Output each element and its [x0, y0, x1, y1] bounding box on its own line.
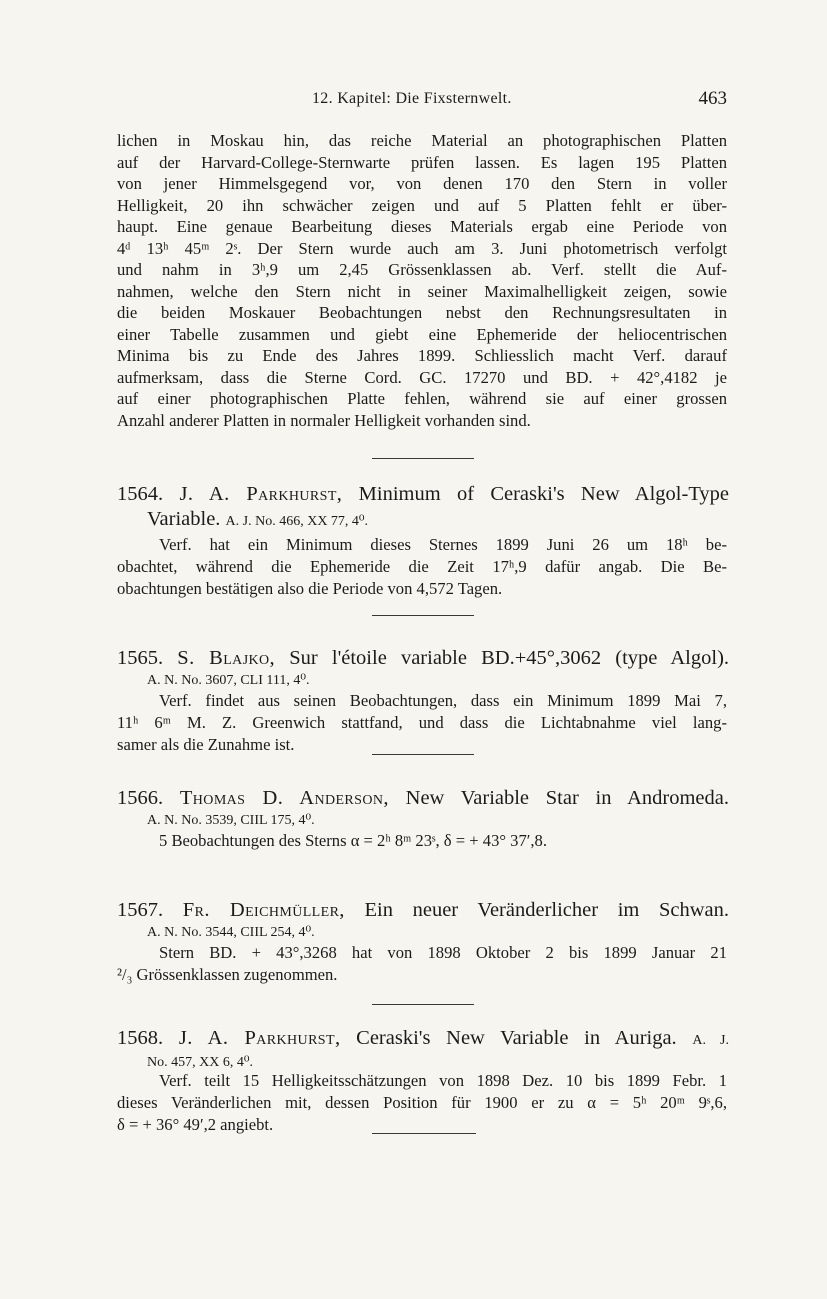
- section-divider: [372, 458, 474, 459]
- text-line: obachtet, während die Ephemeride die Zeit 17ʰ,9 dafür angab. Die Be-: [117, 557, 727, 576]
- section-divider: [372, 1133, 476, 1134]
- entry-author: Fr. Deichmüller,: [182, 899, 345, 921]
- entry-heading-line: [117, 898, 729, 923]
- entry-title: Ceraski's New Variable in Auriga.: [356, 1027, 677, 1049]
- entry-heading-line: [117, 1026, 729, 1053]
- entry-number: 1568.: [117, 1027, 164, 1049]
- text-line: Helligkeit, 20 ihn schwächer zeigen und auf 5 Platten fehlt er über-: [117, 195, 727, 215]
- page-header: [117, 88, 727, 114]
- text-line: nahmen, welche den Stern nicht in seiner Maximalhelligkeit zeigen, sowie: [117, 281, 727, 301]
- running-title: 12. Kapitel: Die Fixsternwelt.: [312, 90, 512, 107]
- entry-heading-line: [117, 507, 729, 534]
- entry-1567-body: [117, 942, 727, 986]
- text-line: 5 Beobachtungen des Sterns α = 2ʰ 8ᵐ 23ˢ, δ = + 43° 37′,8.: [159, 831, 547, 850]
- text-line: die beiden Moskauer Beobachtungen nebst den Rechnungsresultaten in: [117, 303, 727, 322]
- entry-author: Thomas D. Anderson,: [179, 787, 389, 809]
- text-line: obachtungen bestätigen also die Periode von 4,572 Tagen.: [117, 579, 503, 598]
- entry-source: No. 457, XX 6, 4⁰.: [147, 1055, 253, 1070]
- text-line: auf einer photographischen Platte fehlen, während sie auf einer grossen: [117, 389, 727, 408]
- entry-author: J. A. Parkhurst,: [178, 1027, 341, 1049]
- entry-title-cont: Variable.: [147, 508, 221, 530]
- entry-1565-body: [117, 690, 727, 756]
- entry-1568-body: [117, 1070, 727, 1136]
- text-line: auf der Harvard-College-Sternwarte prüfen lassen. Es lagen 195 Platten: [117, 152, 727, 172]
- text-line: Anzahl anderer Platten in normaler Helligkeit vorhanden sind.: [117, 410, 531, 430]
- entry-source: A. J. No. 466, XX 77, 4⁰.: [225, 514, 369, 529]
- entry-author: J. A. Parkhurst,: [179, 483, 343, 505]
- page-number: 463: [698, 88, 727, 109]
- entry-1564-body: [117, 534, 727, 600]
- entry-author: S. Blajko,: [177, 647, 276, 669]
- entry-title: Minimum of Ceraski's New Algol-Type: [358, 483, 730, 505]
- continuation-paragraph: [117, 130, 727, 431]
- text-line: Verf. hat ein Minimum dieses Sternes 1899 Juni 26 um 18ʰ be-: [159, 535, 727, 554]
- text-line: von jener Himmelsgegend vor, von denen 170 den Stern in voller: [117, 174, 727, 193]
- text-line: haupt. Eine genaue Bearbeitung dieses Materials ergab eine Periode von: [117, 217, 727, 236]
- text-line: Verf. findet aus seinen Beobachtungen, dass ein Minimum 1899 Mai 7,: [159, 691, 727, 710]
- entry-title: Ein neuer Veränderlicher im Schwan.: [364, 899, 730, 921]
- section-divider: [372, 615, 474, 616]
- text-line: aufmerksam, dass die Sterne Cord. GC. 17270 und BD. + 42°,4182 je: [117, 367, 727, 387]
- text-line: einer Tabelle zusammen und giebt eine Ephemeride der heliocentrischen: [117, 324, 727, 344]
- text-line: samer als die Zunahme ist.: [117, 735, 295, 754]
- text-line: 4ᵈ 13ʰ 45ᵐ 2ˢ. Der Stern wurde auch am 3. Juni photometrisch verfolgt: [117, 238, 727, 258]
- text-line: 11ʰ 6ᵐ M. Z. Greenwich stattfand, und dass die Lichtabnahme viel lang-: [117, 713, 727, 732]
- text-line: und nahm in 3ʰ,9 um 2,45 Grössenklassen ab. Verf. stellt die Auf-: [117, 260, 727, 279]
- text-line: dieses Veränderlichen mit, dessen Position für 1900 er zu α = 5ʰ 20ᵐ 9ˢ,6,: [117, 1093, 727, 1112]
- entry-heading-line: [117, 646, 729, 671]
- entry-source: A. N. No. 3607, CLI 111, 4⁰.: [147, 673, 310, 688]
- entry-1567-heading: [117, 898, 729, 943]
- entry-number: 1566.: [117, 787, 164, 809]
- entry-1566-body: [117, 830, 727, 852]
- entry-1565-heading: [117, 646, 729, 691]
- section-divider: [372, 1004, 474, 1005]
- entry-heading-line: [117, 786, 729, 811]
- entry-number: 1564.: [117, 483, 164, 505]
- entry-source: A. N. No. 3539, CIIL 175, 4⁰.: [147, 813, 315, 828]
- entry-source-inline: A. J.: [692, 1033, 729, 1048]
- entry-title: Sur l'étoile variable BD.+45°,3062 (type Algol).: [289, 647, 730, 669]
- entry-source: A. N. No. 3544, CIIL 254, 4⁰.: [147, 925, 315, 940]
- entry-1568-heading: [117, 1026, 729, 1073]
- text-line: Verf. teilt 15 Helligkeitsschätzungen von 1898 Dez. 10 bis 1899 Febr. 1: [159, 1071, 727, 1090]
- text-line: Minima bis zu Ende des Jahres 1899. Schliesslich macht Verf. darauf: [117, 346, 727, 365]
- text-line: Stern BD. + 43°,3268 hat von 1898 Oktober 2 bis 1899 Januar 21: [159, 943, 727, 962]
- text-line: lichen in Moskau hin, das reiche Material an photographischen Platten: [117, 131, 727, 150]
- text-line: ²/₃ Grössenklassen zugenommen.: [117, 965, 338, 984]
- entry-number: 1565.: [117, 647, 164, 669]
- text-line: δ = + 36° 49′,2 angiebt.: [117, 1115, 274, 1134]
- entry-1564-heading: [117, 482, 729, 534]
- section-divider: [372, 754, 474, 755]
- entry-number: 1567.: [117, 899, 164, 921]
- entry-title: New Variable Star in Andromeda.: [405, 787, 730, 809]
- entry-heading-line: [117, 482, 729, 507]
- entry-1566-heading: [117, 786, 729, 831]
